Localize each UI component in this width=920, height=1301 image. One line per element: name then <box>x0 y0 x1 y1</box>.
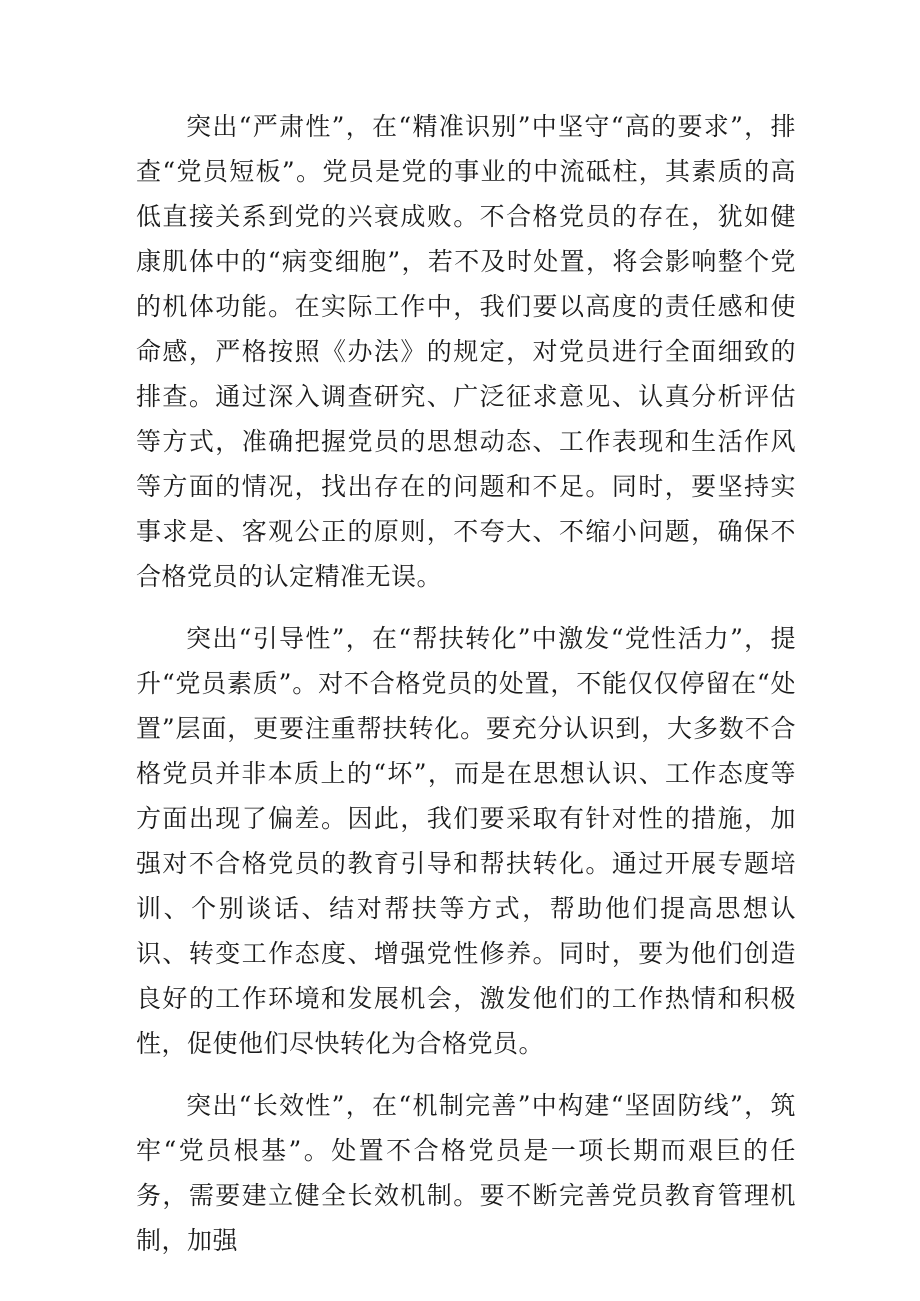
paragraph-guidance: 突出“引导性”，在“帮扶转化”中激发“党性活力”，提升“党员素质”。对不合格党员的处置，不能仅仅停留在“处置”层面，更要注重帮扶转化。要充分认识到，大多数不合格党员并非本质上的“坏”，而是在思想认识、工作态度等方面出现了偏差。因此，我们要采取有针对性的措施，加强对不合格党员的教育引导和帮扶转化。通过开展专题培训、个别谈话、结对帮扶等方式，帮助他们提高思想认识、转变工作态度、增强党性修养。同时，要为他们创造良好的工作环境和发展机会，激发他们的工作热情和积极性，促使他们尽快转化为合格党员。 <box>136 624 796 1058</box>
paragraph-seriousness: 突出“严肃性”，在“精准识别”中坚守“高的要求”，排查“党员短板”。党员是党的事业的中流砥柱，其素质的高低直接关系到党的兴衰成败。不合格党员的存在，犹如健康肌体中的“病变细胞”，若不及时处置，将会影响整个党的机体功能。在实际工作中，我们要以高度的责任感和使命感，严格按照《办法》的规定，对党员进行全面细致的排查。通过深入调查研究、广泛征求意见、认真分析评估等方式，准确把握党员的思想动态、工作表现和生活作风等方面的情况，找出存在的问题和不足。同时，要坚持实事求是、客观公正的原则，不夸大、不缩小问题，确保不合格党员的认定精准无误。 <box>136 112 796 591</box>
document-body <box>136 104 796 1280</box>
paragraph-long-term: 突出“长效性”，在“机制完善”中构建“坚固防线”，筑牢“党员根基”。处置不合格党员是一项长期而艰巨的任务，需要建立健全长效机制。要不断完善党员教育管理机制，加强 <box>136 1091 796 1255</box>
